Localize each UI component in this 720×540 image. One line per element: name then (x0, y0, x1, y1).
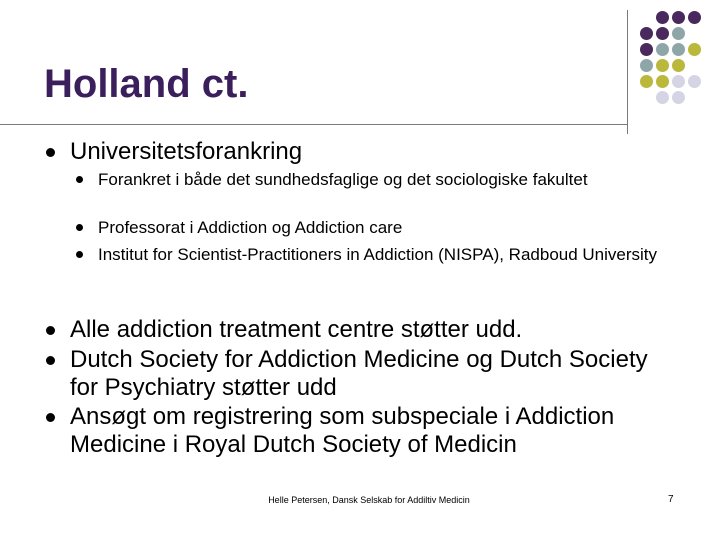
page-number: 7 (668, 494, 674, 505)
bullet-dot-icon (76, 251, 83, 258)
bullet-dot-icon (46, 148, 55, 157)
sub-bullet-text: Institut for Scientist-Practitioners in Addiction (NISPA), Radboud University (98, 245, 658, 264)
bullet-dot-icon (76, 176, 83, 183)
bullet-text: Dutch Society for Addiction Medicine og Dutch Society for Psychiatry støtter udd (70, 346, 648, 401)
bullet-text: Universitetsforankring (70, 138, 303, 165)
bullet-text: Ansøgt om registrering som subspeciale i Addiction Medicine i Royal Dutch Society of Medicin (70, 403, 615, 458)
sub-bullet-text: Professorat i Addiction og Addiction care (98, 218, 403, 237)
sub-bullet-text: Forankret i både det sundhedsfaglige og det sociologiske fakultet (98, 170, 588, 189)
bullet-dot-icon (46, 326, 55, 335)
bullet-text: Alle addiction treatment centre støtter udd. (70, 316, 523, 343)
slide-footer: Helle Petersen, Dansk Selskab for Addiltiv Medicin (268, 495, 470, 505)
bullet-dot-icon (46, 356, 55, 365)
bullet-dot-icon (76, 224, 83, 231)
bullet-dot-icon (46, 413, 55, 422)
slide-title: Holland ct. (44, 62, 249, 106)
